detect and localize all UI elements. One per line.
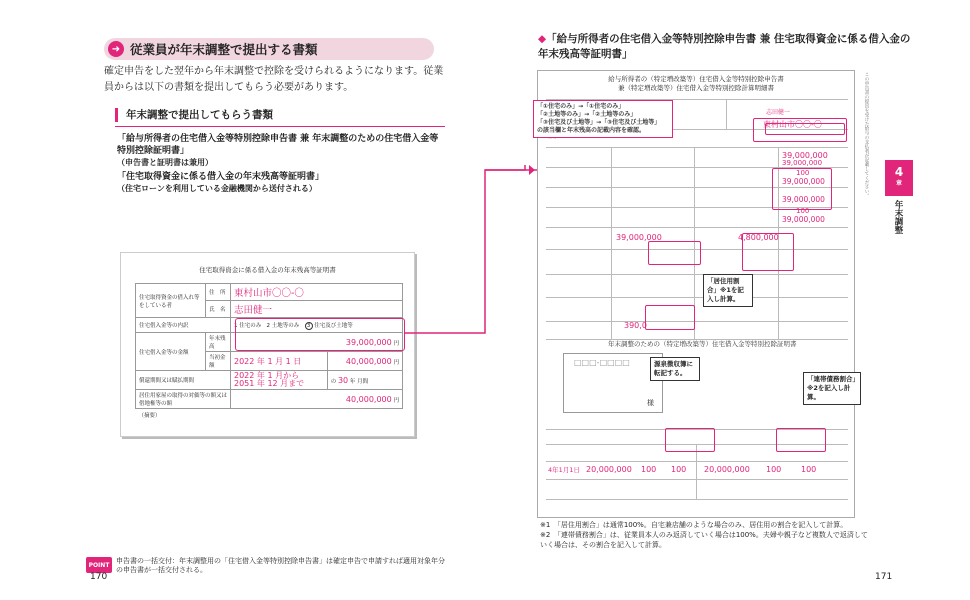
percent-a: 100	[641, 465, 657, 474]
right-title-text: 「給与所得者の住宅借入金等特別控除申告書 兼 住宅取得資金に係る借入金の年末残高等証明書」	[538, 33, 911, 60]
address-highlight	[753, 118, 847, 142]
certificate-title: 年末調整のための（特定増改築等）住宅借入金等特別控除証明書	[608, 340, 797, 348]
content-label: 住宅借入金等の内訳	[136, 318, 231, 333]
chapter-number: 4	[894, 165, 904, 179]
lead-paragraph: 確定申告をした翌年から年末調整で控除を受けられるようになります。従業員からは以下の書類を提出してもらう必要があります。	[104, 66, 444, 93]
period-dates: 2022 年 1 月から 2051 年 12 月まで	[231, 371, 328, 390]
percent-b: 100	[671, 465, 687, 474]
initial-amount: 40,000,000	[345, 356, 392, 366]
sama-label: 様	[647, 399, 654, 407]
option-house: 1 住宅のみ	[234, 322, 262, 329]
callout-withholding: 源泉徴収簿に転記する。	[650, 357, 700, 381]
percent-cd-highlight	[776, 428, 826, 452]
percent-100-b: 100	[796, 207, 810, 215]
option-both: 住宅及び土地等	[314, 322, 353, 329]
vertical-form-note: この申告書の提出を受けた給与の支払者が記載してください。	[864, 72, 869, 198]
balance-d: 39,000,000	[782, 215, 825, 224]
borrower-address: 東村山市〇〇-〇	[231, 284, 403, 301]
point-text: 申告書の一括交付：年末調整用の「住宅借入金等特別控除申告書」は確定申告で申請すれば適用対象年分の申告書が一括交付される。	[116, 557, 445, 574]
form-title-2: 兼（特定増改築等）住宅借入金等特別控除計算明細書	[618, 84, 774, 92]
total-left: 39,000,000	[616, 233, 662, 242]
certificate-title: 住宅取得資金に係る借入金の年末残高等証明書	[199, 266, 336, 274]
deduction-amount: 390,0	[624, 321, 647, 330]
balance-b: 39,000,000	[782, 177, 825, 186]
section-title: 従業員が年末調整で提出する書類	[130, 42, 318, 57]
name-value: 志田健一	[766, 109, 791, 116]
callout-joint-ratio: 「連帯債務割合」※2を記入し計算。	[803, 372, 861, 405]
balance-main: 39,000,000	[782, 151, 828, 160]
callout-loan-type: 「①住宅のみ」→「①住宅のみ」 「②土地等のみ」→「②土地等のみ」 「③住宅及び土地等」→「③住宅及び土地等」 の該当欄と年末残高の記載内容を確認。	[533, 100, 673, 138]
percent-d: 100	[801, 465, 817, 474]
arrow-icon: ➜	[108, 41, 124, 57]
date-left: 4年1月1日	[548, 466, 580, 474]
address-label: 住 所	[206, 284, 231, 301]
balance-sub: 39,000,000	[782, 159, 823, 167]
footnote-2: ※2 「連帯債務割合」は、従業員本人のみ返済していく場合は100%。夫婦や親子など複数人で返済していく場合は、その割合を記入して計算。	[540, 531, 868, 549]
right-title	[538, 32, 918, 62]
summary-label: （摘要）	[138, 412, 161, 419]
point-note	[88, 557, 446, 575]
option-both-circle: 3	[305, 322, 313, 330]
callout-resident-ratio: 「居住用割合」※1を記入し計算。	[703, 274, 753, 307]
form-title-1: 給与所得者の（特定増改築等）住宅借入金等特別控除申告書	[608, 75, 784, 83]
subhead: 年末調整で提出してもらう書類	[115, 108, 435, 122]
year-end-label: 年末残高	[206, 333, 231, 352]
chapter-label: 章	[895, 180, 902, 187]
right-page	[485, 0, 970, 600]
footnote-1: ※1 「居住用割合」は通常100%。自宅兼店舗のような場合のみ、居住用の割合を記入して計算。	[540, 521, 848, 529]
document-2-note: （住宅ローンを利用している金融機関から送付される）	[117, 184, 317, 193]
total-right: 4,800,000	[738, 233, 779, 242]
document-2-name: 「住宅取得資金に係る借入金の年末残高等証明書」	[117, 172, 325, 182]
cost-label: 居住用家屋の取得の対価等の額又は借地権等の額	[136, 390, 231, 409]
period-years: の 30 年 月間	[327, 371, 402, 390]
total-right-highlight	[742, 233, 794, 271]
balance-highlight-box	[235, 318, 405, 351]
chapter-tab	[885, 160, 913, 196]
percent-ab-highlight	[665, 428, 715, 452]
page-number-right: 171	[875, 572, 893, 582]
borrower-label: 住宅取得資金の借入れ等をしている者	[136, 284, 206, 318]
amount-b: 20,000,000	[704, 465, 750, 474]
subhead-divider	[115, 126, 445, 127]
name-label: 氏 名	[206, 301, 231, 318]
form-title	[538, 75, 854, 93]
initial-date: 2022 年 1 月 1 日	[231, 352, 328, 371]
balance-highlight	[772, 168, 832, 210]
borrower-name: 志田健一	[231, 301, 403, 318]
postal-code-box: □□□-□□□□	[574, 358, 630, 367]
footnotes	[540, 520, 870, 550]
chapter-side-label: 年末調整	[893, 200, 903, 234]
deduction-highlight	[645, 305, 695, 330]
year-end-balance: 39,000,000	[345, 337, 392, 347]
address-box	[563, 353, 663, 413]
option-land: 2 土地等のみ	[266, 322, 300, 329]
section-header	[104, 38, 434, 60]
page-number-left: 170	[90, 572, 108, 582]
percent-100-a: 100	[796, 169, 810, 177]
balance-c: 39,000,000	[782, 195, 825, 204]
diamond-icon: ◆	[538, 33, 547, 45]
total-left-highlight	[648, 241, 701, 265]
document-list	[117, 133, 447, 195]
point-badge: POINT	[86, 557, 112, 573]
percent-c: 100	[766, 465, 782, 474]
period-label: 償還期間又は賦払期間	[136, 371, 231, 390]
cost-amount: 40,000,000	[345, 394, 392, 404]
initial-label: 当初金額	[206, 352, 231, 371]
address-value: 東村山市〇〇-〇	[763, 120, 822, 129]
amount-a: 20,000,000	[586, 465, 632, 474]
yen-unit: 円	[393, 340, 399, 347]
certificate-table: 住宅取得資金の借入れ等をしている者 住 所 東村山市〇〇-〇 氏 名 志田健一 住宅借入金等の内訳 1 住宅のみ 2 土地等のみ 3 住宅及び土地等 住宅借入金等の金額 年末残高 39,000,000 円 当初金額 2022 年 1 月 1 日 40,000,000 円 償還期間又は賦払期間 2022 年 1 月から 2051 年 12 月まで の 30 年 月間 居住用家屋の取得の対価等の額又は借地権等の額 40,000,000 円 （摘要）	[135, 283, 403, 421]
document-1-name: 「給与所得者の住宅借入金等特別控除申告書 兼 年末調整のための住宅借入金等特別控除証明書」	[117, 134, 439, 156]
amount-label: 住宅借入金等の金額	[136, 333, 206, 371]
document-1-note: （申告書と証明書は兼用）	[117, 158, 213, 167]
